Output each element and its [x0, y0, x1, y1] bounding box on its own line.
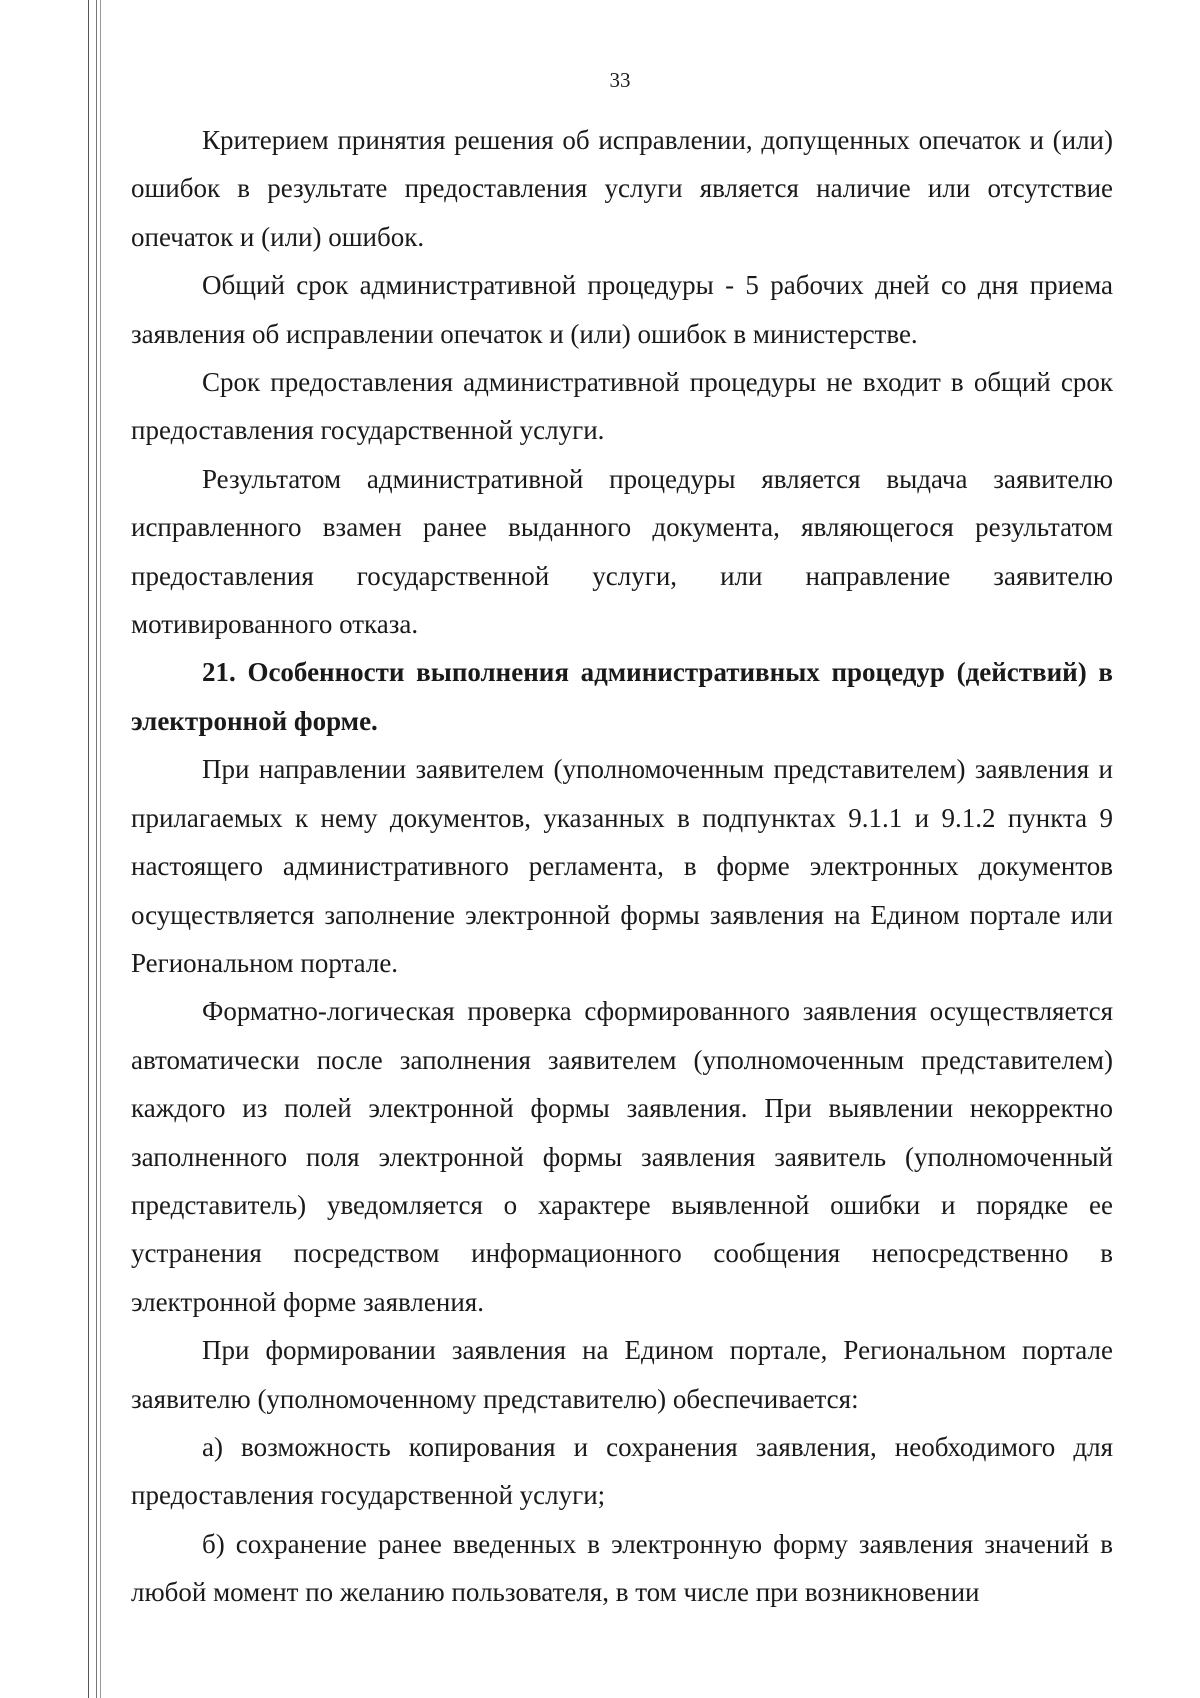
list-item-b: б) сохранение ранее введенных в электронную форму заявления значений в любой момент по желанию пользователя, в том числе при возникновении: [131, 1528, 1113, 1608]
page-body: [131, 116, 1113, 1617]
scan-edge-line: [96, 0, 97, 1698]
paragraph-electronic-submission: При направлении заявителем (уполномоченным представителем) заявления и прилагаемых к нему документов, указанных в подпунктах 9.1.1 и 9.1.2 пункта 9 настоящего административного регламента, в форме электронных документов осуществляется заполнение электронной формы заявления на Едином портале или Региональном портале.: [131, 754, 1113, 978]
paragraph-term-exclusion: Срок предоставления административной процедуры не входит в общий срок предоставления государственной услуги.: [131, 367, 1113, 446]
paragraph-procedure-result: Результатом административной процедуры является выдача заявителю исправленного взамен ранее выданного документа, являющегося результатом предоставления государственной услуги, или направление заявителю мотивированного отказа.: [131, 463, 1113, 640]
scan-edge-line: [88, 0, 89, 1698]
paragraph-correction-criteria: Критерием принятия решения об исправлении, допущенных опечаток и (или) ошибок в результате предоставления услуги является наличие или отсутствие опечаток и (или) ошибок.: [131, 125, 1113, 252]
list-item-a: а) возможность копирования и сохранения заявления, необходимого для предоставления государственной услуги;: [131, 1431, 1113, 1511]
paragraph-format-check: Форматно-логическая проверка сформированного заявления осуществляется автоматически после заполнения заявителем (уполномоченным представителем) каждого из полей электронной формы заявления. При выявлении некорректно заполненного поля электронной формы заявления заявитель (уполномоченный представитель) уведомляется о характере выявленной ошибки и порядке ее устранения посредством информационного сообщения непосредственно в электронной форме заявления.: [131, 996, 1113, 1317]
paragraph-procedure-term: Общий срок административной процедуры - 5 рабочих дней со дня приема заявления об исправлении опечаток и (или) ошибок в министерстве.: [131, 270, 1113, 349]
scan-edge-line: [100, 0, 101, 1698]
page-number: 33: [609, 68, 631, 92]
section-heading-21: 21. Особенности выполнения административных процедур (действий) в электронной форме.: [131, 657, 1113, 736]
paragraph-portal-provisions: При формировании заявления на Едином портале, Региональном портале заявителю (уполномоченному представителю) обеспечивается:: [131, 1335, 1113, 1414]
